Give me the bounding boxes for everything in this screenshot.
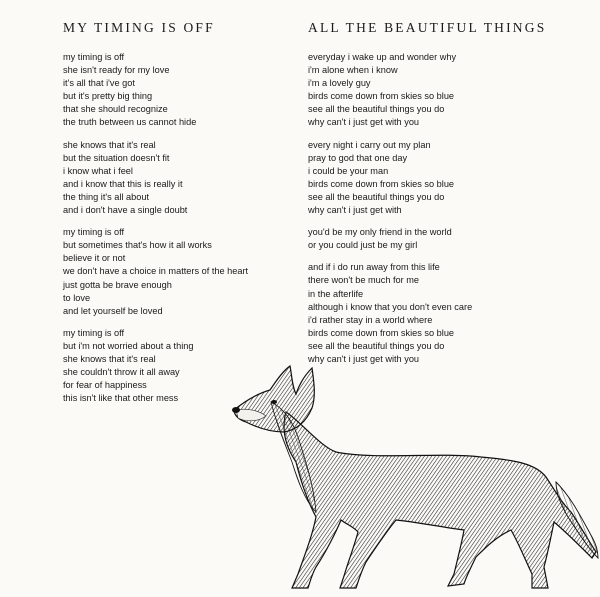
- lyric-line: i'm a lovely guy: [308, 78, 371, 89]
- lyric-line: just gotta be brave enough: [63, 279, 172, 290]
- lyric-line: birds come down from skies so blue: [308, 91, 455, 102]
- lyric-line: although i know that you don't even care: [308, 301, 473, 312]
- lyric-line: see all the beautiful things you do: [308, 340, 445, 351]
- lyric-line: every night i carry out my plan: [308, 139, 431, 150]
- lyric-line: birds come down from skies so blue: [308, 178, 455, 189]
- lyric-line: and i know that this is really it: [63, 178, 183, 189]
- song-title: MY TIMING IS OFF: [63, 20, 215, 35]
- lyric-line: why can't i just get with you: [308, 353, 420, 364]
- lyric-line: my timing is off: [63, 327, 125, 338]
- stanza: [308, 51, 593, 130]
- lyric-line: but it's pretty big thing: [63, 91, 153, 102]
- lyric-line: for fear of happiness: [63, 380, 147, 391]
- lyric-line: and i don't have a single doubt: [63, 205, 188, 216]
- lyric-line: why can't i just get with you: [308, 117, 420, 128]
- lyric-line: that she should recognize: [63, 104, 168, 115]
- lyric-line: pray to god that one day: [308, 152, 408, 163]
- lyric-line: the thing it's all about: [63, 191, 150, 202]
- lyric-line: and let yourself be loved: [63, 305, 163, 316]
- lyric-line: i'd rather stay in a world where: [308, 314, 433, 325]
- lyric-line: birds come down from skies so blue: [308, 327, 455, 338]
- lyric-line: why can't i just get with: [308, 205, 402, 216]
- lyric-line: i could be your man: [308, 165, 389, 176]
- lyric-line: my timing is off: [63, 227, 125, 238]
- lyric-line: she knows that it's real: [63, 139, 156, 150]
- stanza: [63, 226, 293, 318]
- dog-illustration: [226, 352, 600, 597]
- stanza: [63, 139, 293, 218]
- song-title: ALL THE BEAUTIFUL THINGS: [308, 20, 547, 35]
- lyric-line: everyday i wake up and wonder why: [308, 52, 457, 62]
- lyric-line: believe it or not: [63, 253, 126, 264]
- stanza: [308, 261, 593, 366]
- lyric-line: my timing is off: [63, 52, 125, 62]
- lyric-line: it's all that i've got: [63, 78, 135, 89]
- lyric-line: i know what i feel: [63, 165, 133, 176]
- lyric-line: i'm alone when i know: [308, 65, 398, 76]
- lyric-line: see all the beautiful things you do: [308, 104, 445, 115]
- lyric-line: but i'm not worried about a thing: [63, 340, 194, 351]
- lyric-line: but sometimes that's how it all works: [63, 240, 212, 251]
- song-all-the-beautiful-things: [308, 20, 593, 375]
- lyric-line: she knows that it's real: [63, 353, 156, 364]
- lyric-line: see all the beautiful things you do: [308, 191, 445, 202]
- lyric-line: this isn't like that other mess: [63, 393, 179, 404]
- lyric-line: but the situation doesn't fit: [63, 152, 170, 163]
- stanza: [63, 51, 293, 130]
- lyric-line: to love: [63, 292, 91, 303]
- stanza: [308, 226, 593, 252]
- lyric-line: we don't have a choice in matters of the heart: [63, 266, 249, 277]
- lyric-line: in the afterlife: [308, 288, 364, 299]
- lyric-line: you'd be my only friend in the world: [308, 227, 452, 238]
- stanza: [308, 139, 593, 218]
- lyric-line: the truth between us cannot hide: [63, 117, 197, 128]
- lyric-line: she isn't ready for my love: [63, 65, 170, 76]
- lyric-line: or you could just be my girl: [308, 240, 418, 251]
- lyric-line: and if i do run away from this life: [308, 262, 440, 273]
- lyric-line: she couldn't throw it all away: [63, 367, 180, 378]
- lyric-line: there won't be much for me: [308, 275, 420, 286]
